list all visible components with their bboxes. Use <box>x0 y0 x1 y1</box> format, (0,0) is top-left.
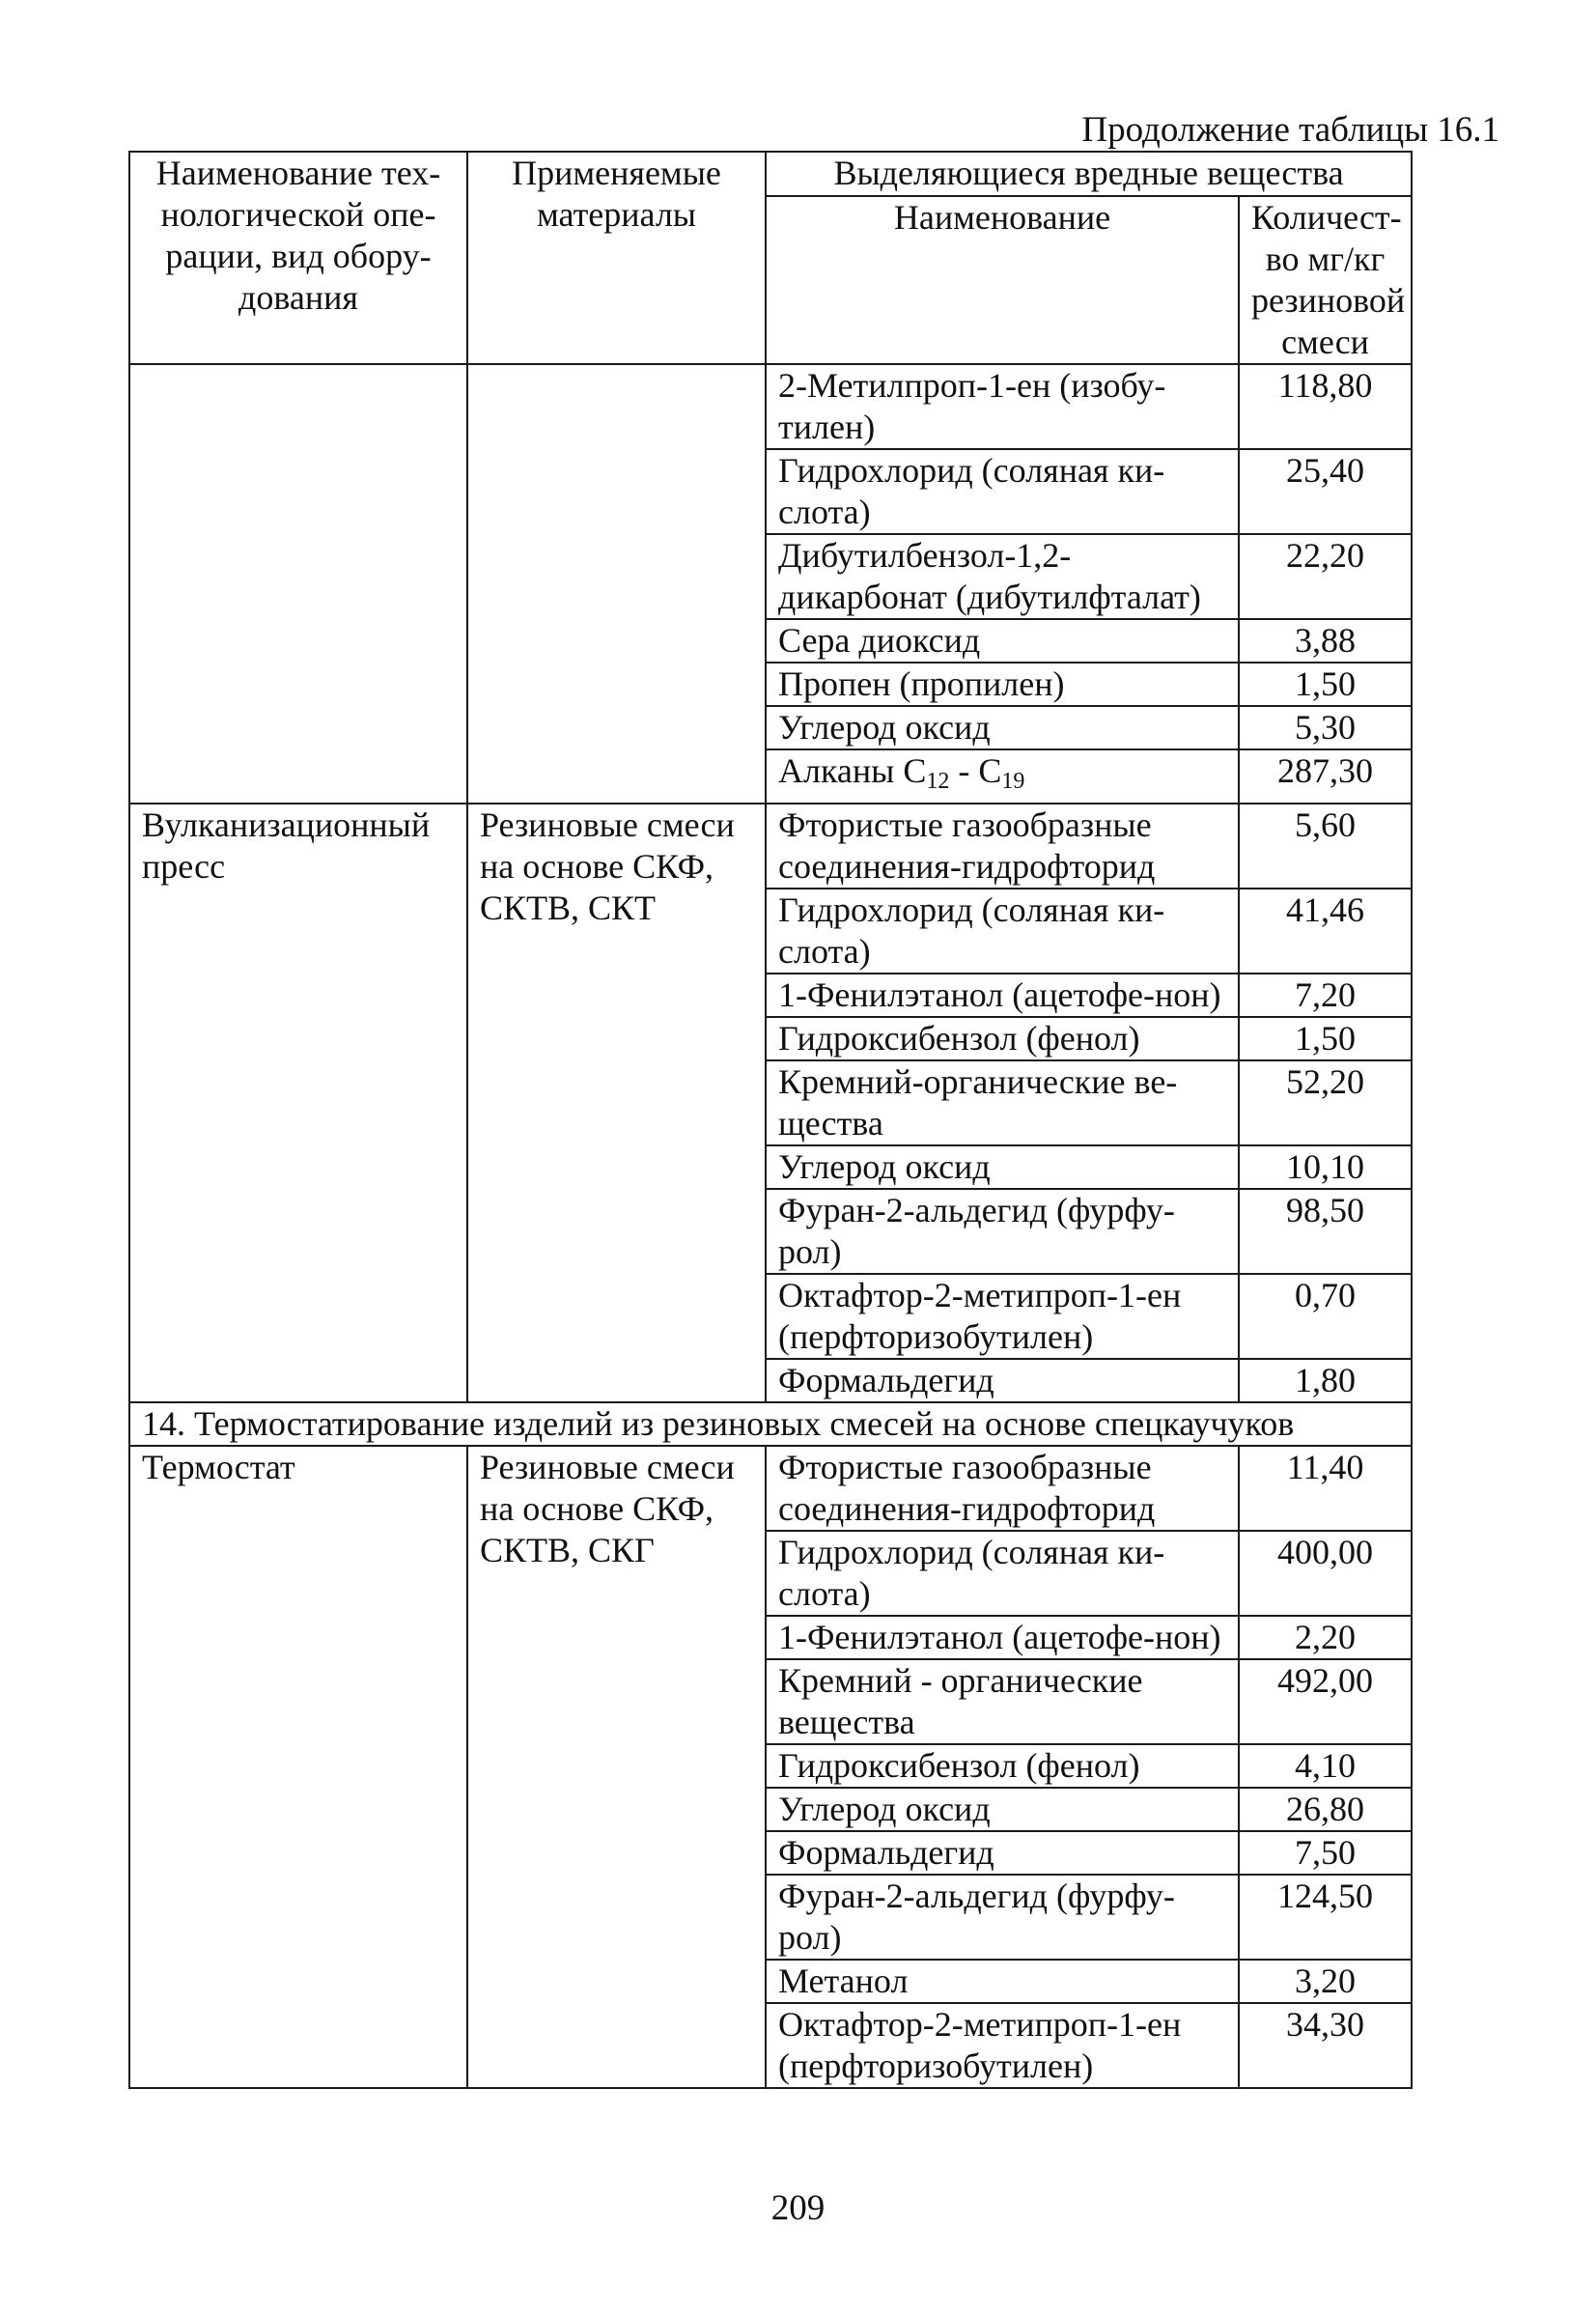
substance-name: Формальдегид <box>766 1831 1239 1875</box>
substance-qty: 34,30 <box>1239 2003 1412 2088</box>
substance-qty: 4,10 <box>1239 1744 1412 1788</box>
substance-qty: 400,00 <box>1239 1531 1412 1616</box>
substance-name: Фуран-2-альдегид (фурфу-рол) <box>766 1875 1239 1960</box>
substance-name: Метанол <box>766 1960 1239 2003</box>
substance-qty: 5,30 <box>1239 706 1412 749</box>
table-row <box>129 804 1412 889</box>
substance-name: Углерод оксид <box>766 1788 1239 1831</box>
materials-cell: Резиновые смеси на основе СКФ, СКТВ, СКТ <box>467 804 766 1402</box>
substance-name: Сера диоксид <box>766 619 1239 663</box>
table-row <box>129 1446 1412 1531</box>
substance-qty: 1,50 <box>1239 663 1412 706</box>
operation-cell <box>129 364 467 804</box>
section-row <box>129 1402 1412 1446</box>
substance-name: 1-Фенилэтанол (ацетофе-нон) <box>766 1616 1239 1659</box>
substance-qty: 7,50 <box>1239 1831 1412 1875</box>
substance-name: Гидроксибензол (фенол) <box>766 1744 1239 1788</box>
header-substance-name: Наименование <box>766 196 1239 364</box>
substance-name: Кремний-органические ве-щества <box>766 1060 1239 1145</box>
substance-qty: 3,20 <box>1239 1960 1412 2003</box>
page-number: 209 <box>770 2188 826 2228</box>
substance-qty: 287,30 <box>1239 749 1412 804</box>
header-substances-group: Выделяющиеся вредные вещества <box>766 152 1412 196</box>
substance-qty: 98,50 <box>1239 1189 1412 1274</box>
materials-cell: Резиновые смеси на основе СКФ, СКТВ, СКГ <box>467 1446 766 2088</box>
substance-name: Гидрохлорид (соляная ки-слота) <box>766 889 1239 974</box>
subscript: 12 <box>926 769 950 794</box>
operation-cell: Вулканизационный пресс <box>129 804 467 1402</box>
section-title: 14. Термостатирование изделий из резиновых смесей на основе спецкаучуков <box>129 1402 1412 1446</box>
substance-name: Гидрохлорид (соляная ки-слота) <box>766 1531 1239 1616</box>
substance-qty: 52,20 <box>1239 1060 1412 1145</box>
substance-name: Октафтор-2-метипроп-1-ен (перфторизобутилен) <box>766 2003 1239 2088</box>
substance-name: Углерод оксид <box>766 1145 1239 1189</box>
substance-name: 1-Фенилэтанол (ацетофе-нон) <box>766 974 1239 1017</box>
substance-name: Гидрохлорид (соляная ки-слота) <box>766 449 1239 534</box>
substance-qty: 1,80 <box>1239 1359 1412 1402</box>
substance-qty: 7,20 <box>1239 974 1412 1017</box>
substance-name: Кремний - органические вещества <box>766 1659 1239 1744</box>
table-caption: Продолжение таблицы 16.1 <box>1081 110 1499 150</box>
substance-qty: 5,60 <box>1239 804 1412 889</box>
substance-qty: 26,80 <box>1239 1788 1412 1831</box>
substance-qty: 11,40 <box>1239 1446 1412 1531</box>
substance-name: 2-Метилпроп-1-ен (изобу-тилен) <box>766 364 1239 449</box>
header-materials: Применяемые материалы <box>467 152 766 364</box>
substance-name: Дибутилбензол-1,2-дикарбонат (дибутилфталат) <box>766 534 1239 619</box>
substance-qty: 118,80 <box>1239 364 1412 449</box>
substance-name: Фуран-2-альдегид (фурфу-рол) <box>766 1189 1239 1274</box>
substance-name: Гидроксибензол (фенол) <box>766 1017 1239 1060</box>
emissions-table <box>128 151 1413 2089</box>
substance-name: Фтористые газообразные соединения-гидрофторид <box>766 804 1239 889</box>
alkanes-text: - C <box>949 751 1002 790</box>
substance-qty: 41,46 <box>1239 889 1412 974</box>
substance-name: Углерод оксид <box>766 706 1239 749</box>
substance-name: Октафтор-2-метипроп-1-ен (перфторизобутилен) <box>766 1274 1239 1359</box>
table-row <box>129 364 1412 449</box>
materials-cell <box>467 364 766 804</box>
substance-name: Формальдегид <box>766 1359 1239 1402</box>
substance-name: Пропен (пропилен) <box>766 663 1239 706</box>
alkanes-text: Алканы C <box>778 751 927 790</box>
substance-qty: 22,20 <box>1239 534 1412 619</box>
substance-qty: 0,70 <box>1239 1274 1412 1359</box>
substance-qty: 124,50 <box>1239 1875 1412 1960</box>
substance-qty: 25,40 <box>1239 449 1412 534</box>
substance-qty: 3,88 <box>1239 619 1412 663</box>
substance-qty: 1,50 <box>1239 1017 1412 1060</box>
header-quantity: Количест-во мг/кг резиновой смеси <box>1239 196 1412 364</box>
header-operation: Наименование тех-нологической опе-рации, вид обору-дования <box>129 152 467 364</box>
substance-qty: 492,00 <box>1239 1659 1412 1744</box>
substance-qty: 10,10 <box>1239 1145 1412 1189</box>
substance-name <box>766 749 1239 804</box>
substance-name: Фтористые газообразные соединения-гидрофторид <box>766 1446 1239 1531</box>
operation-cell: Термостат <box>129 1446 467 2088</box>
subscript: 19 <box>1001 769 1025 794</box>
substance-qty: 2,20 <box>1239 1616 1412 1659</box>
